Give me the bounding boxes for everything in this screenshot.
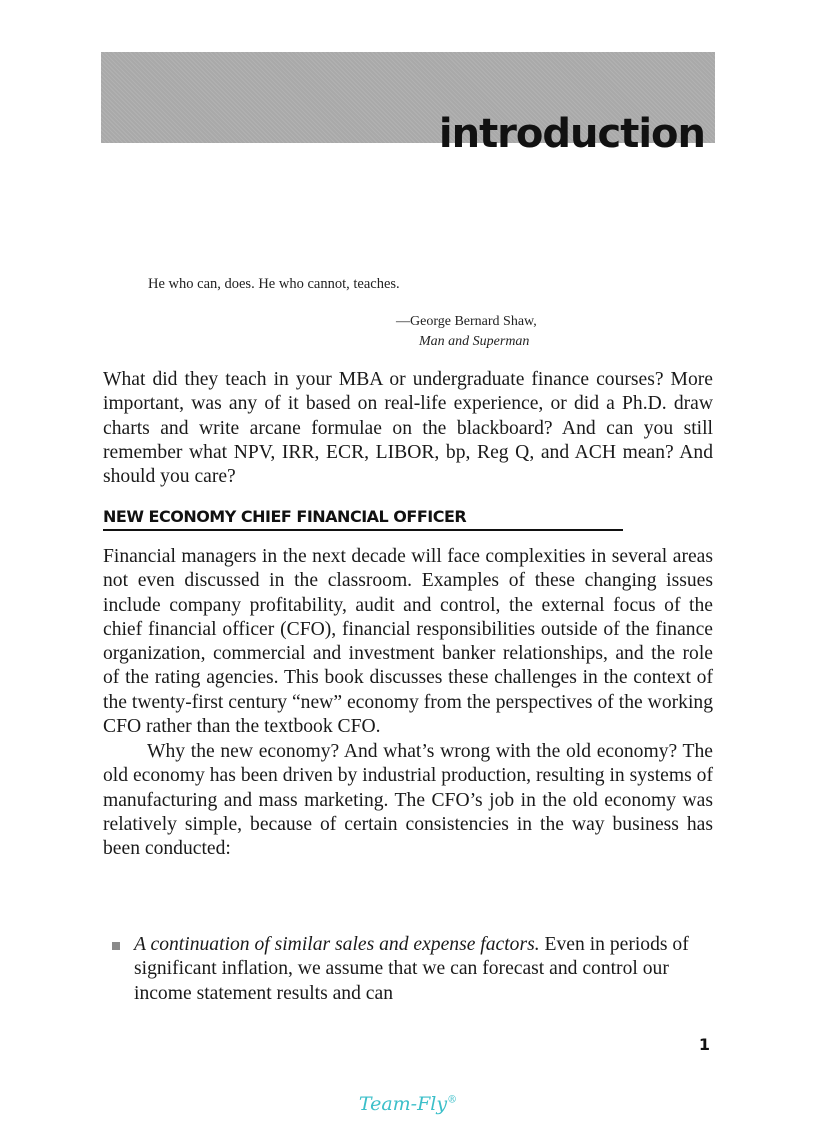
page-number: 1 xyxy=(698,1035,710,1054)
bullet-text: Even in periods of significant inflation, we assume that we can forecast and control our income statement results and can xyxy=(134,934,689,1004)
registered-mark: ® xyxy=(447,1094,458,1106)
list-item xyxy=(103,933,713,1006)
bullet-list xyxy=(103,933,713,1006)
intro-paragraph: What did they teach in your MBA or undergraduate finance courses? More important, was any of it based on real-life experience, or did a Ph.D. draw charts and write arcane formulae on the blackboard? And can you still remember what NPV, IRR, ECR, LIBOR, bp, Reg Q, and ACH mean? And should you care? xyxy=(103,369,713,488)
epigraph-work: Man and Superman xyxy=(419,334,530,349)
section-heading: NEW ECONOMY CHIEF FINANCIAL OFFICER xyxy=(103,507,623,531)
watermark xyxy=(0,1093,816,1115)
bullet-lead: A continuation of similar sales and expense factors. xyxy=(134,934,540,955)
watermark-text: Team-Fly xyxy=(358,1093,448,1115)
section-paragraph-2: Why the new economy? And what’s wrong with the old economy? The old economy has been driven by industrial production, resulting in systems of manufacturing and mass marketing. The CFO’s job in the old economy was relatively simple, because of certain consistencies in the way business has been conducted: xyxy=(103,741,713,860)
epigraph-author: —George Bernard Shaw, xyxy=(396,314,537,329)
epigraph-attribution xyxy=(396,312,537,352)
epigraph-quote: He who can, does. He who cannot, teaches. xyxy=(148,276,400,292)
square-bullet-icon xyxy=(112,942,120,950)
section-paragraph-1: Financial managers in the next decade will face complexities in several areas not even discussed in the classroom. Examples of these changing issues include company profitability, audit and control, the external focus of the chief financial officer (CFO), financial responsibilities outside of the finance organization, commercial and investment banker relationships, and the role of the rating agencies. This book discusses these challenges in the context of the twenty-first century “new” economy from the perspectives of the working CFO rather than the textbook CFO. xyxy=(103,546,713,738)
chapter-title: introduction xyxy=(438,111,705,157)
